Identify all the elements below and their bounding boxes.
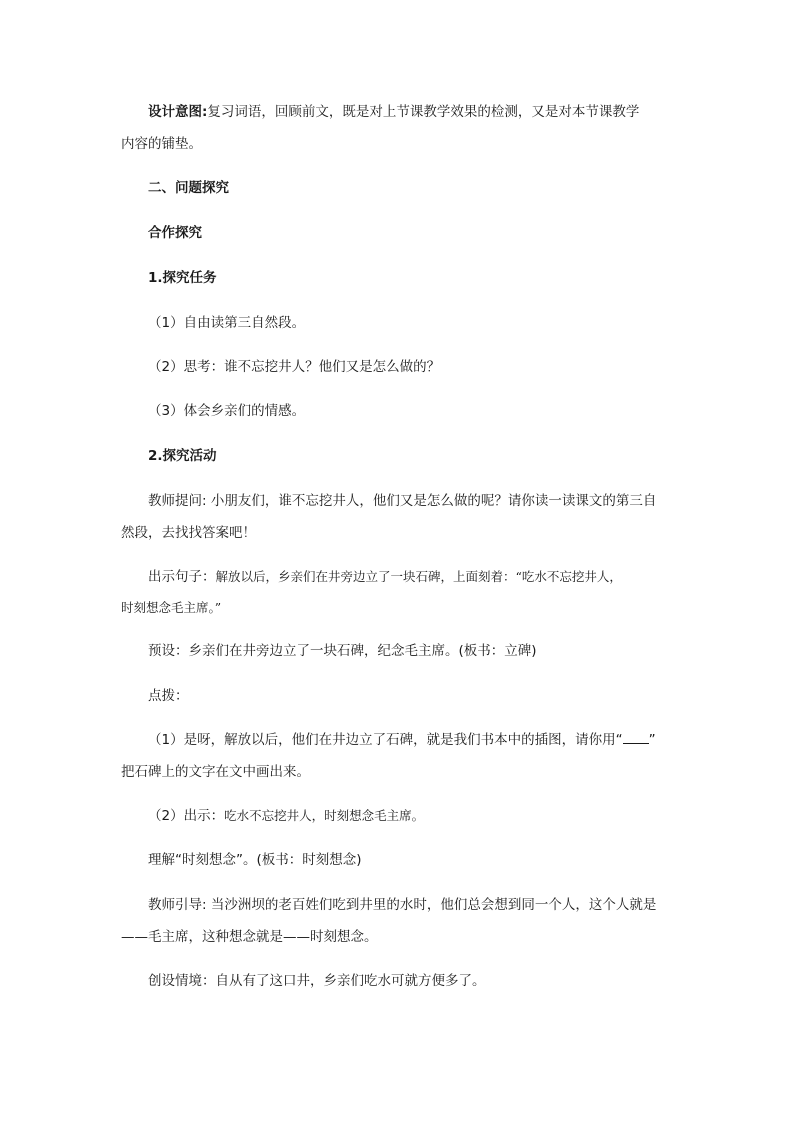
guide-1-text: （1）是呀，解放以后，他们在井边立了石碑，就是我们书本中的插图，请你用“ <box>148 732 623 748</box>
show-sentence-label: 出示句子： <box>148 569 216 585</box>
task-heading: 1.探究任务 <box>148 270 217 286</box>
guide-label: 点拨： <box>148 688 189 704</box>
teacher-question-line1: 教师提问: 小朋友们，谁不忘挖井人，他们又是怎么做的呢？请你读一读课文的第三自 <box>148 493 657 509</box>
design-intent-line1 <box>148 102 639 122</box>
guide-2-quote: 吃水不忘挖井人，时刻想念毛主席。 <box>224 808 425 823</box>
task-item-3: （3）体会乡亲们的情感。 <box>148 403 306 419</box>
show-sentence-line2: 时刻想念毛主席。” <box>121 600 222 615</box>
design-intent-line2: 内容的铺垫。 <box>121 136 202 152</box>
preset-text: 预设：乡亲们在井旁边立了一块石碑，纪念毛主席。(板书：立碑) <box>148 643 537 659</box>
task-item-1: （1）自由读第三自然段。 <box>148 315 306 331</box>
guide-1-line1 <box>148 730 656 750</box>
guide-2-label: （2）出示： <box>148 808 225 824</box>
section-title: 二、问题探究 <box>148 180 229 196</box>
fill-blank <box>623 731 649 744</box>
task-item-2: （2）思考：谁不忘挖井人？他们又是怎么做的？ <box>148 359 441 375</box>
guide-2 <box>148 806 424 826</box>
subsection-title: 合作探究 <box>148 225 202 241</box>
teacher-guide-line2: ——毛主席，这种想念就是——时刻想念。 <box>121 929 378 945</box>
show-sentence-quote-1: 解放以后，乡亲们在井旁边立了一块石碑，上面刻着：“吃水不忘挖井人， <box>215 569 622 584</box>
design-intent-text: 复习词语，回顾前文，既是对上节课教学效果的检测，又是对本节课教学 <box>207 104 640 120</box>
teacher-question-line2: 然段，去找找答案吧！ <box>121 525 256 541</box>
guide-1-line2: 把石碑上的文字在文中画出来。 <box>121 764 310 780</box>
guide-1-close-quote: ” <box>648 732 656 748</box>
design-intent-label: 设计意图: <box>148 104 208 120</box>
show-sentence-line1 <box>148 567 622 587</box>
activity-heading: 2.探究活动 <box>148 448 217 464</box>
teacher-guide-line1: 教师引导: 当沙洲坝的老百姓们吃到井里的水时，他们总会想到同一个人，这个人就是 <box>148 897 657 913</box>
understand-text: 理解“时刻想念”。(板书：时刻想念) <box>148 852 362 868</box>
create-situation-text: 创设情境：自从有了这口井，乡亲们吃水可就方便多了。 <box>148 973 486 989</box>
